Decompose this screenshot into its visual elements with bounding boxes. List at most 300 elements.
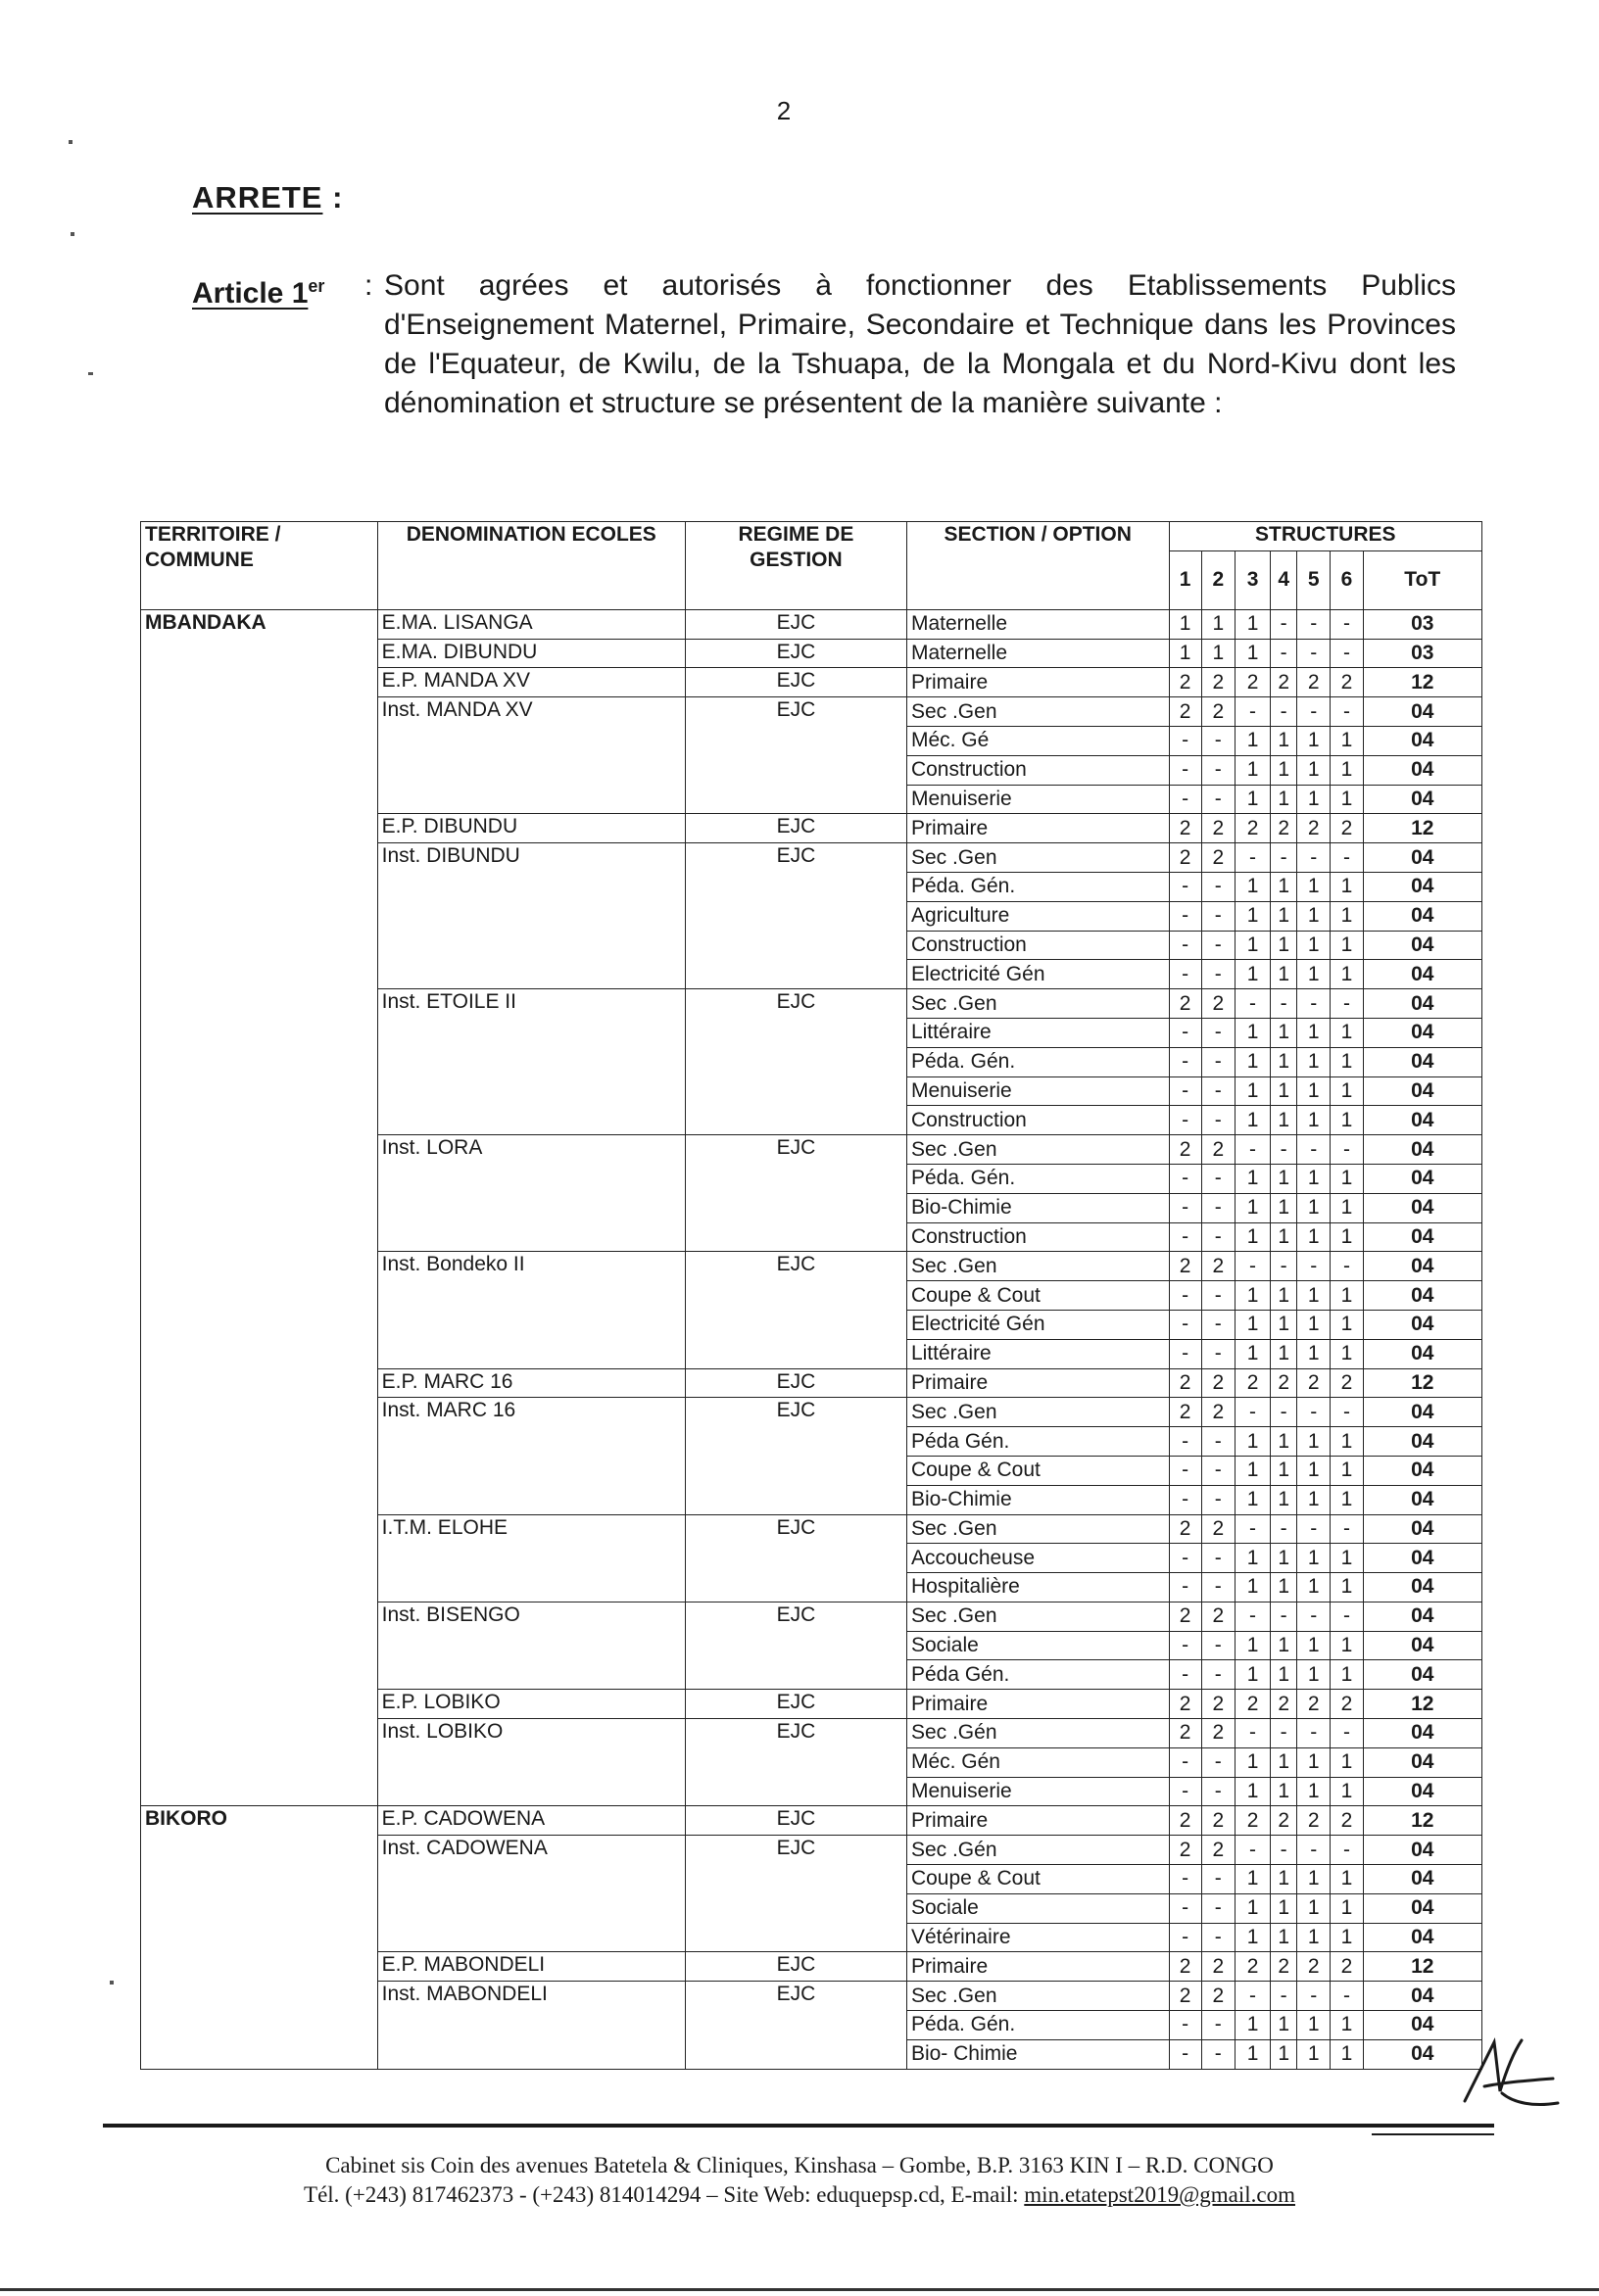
structure-cell: 1 (1297, 1281, 1331, 1311)
structure-cell: 2 (1201, 1952, 1235, 1982)
regime-cell: EJC (685, 989, 906, 1135)
section-cell: Maternelle (906, 609, 1169, 639)
structure-cell: 1 (1297, 1777, 1331, 1806)
section-cell: Construction (906, 1222, 1169, 1252)
total-cell: 04 (1363, 931, 1481, 960)
territory-cell: MBANDAKA (141, 609, 378, 1806)
structure-cell: - (1201, 1427, 1235, 1457)
footer-email-link[interactable]: min.etatepst2019@gmail.com (1024, 2182, 1295, 2207)
school-name-cell: Inst. ETOILE II (377, 989, 685, 1135)
structure-cell: - (1201, 1893, 1235, 1923)
structure-cell: - (1169, 1310, 1201, 1339)
total-cell: 04 (1363, 1281, 1481, 1311)
structure-cell: - (1271, 1602, 1297, 1631)
section-cell: Sociale (906, 1631, 1169, 1660)
structure-cell: - (1297, 1135, 1331, 1165)
structure-cell: - (1235, 1398, 1270, 1427)
structure-cell: 1 (1271, 1164, 1297, 1193)
total-cell: 04 (1363, 1836, 1481, 1865)
structure-cell: - (1201, 2011, 1235, 2040)
section-cell: Coupe & Cout (906, 1865, 1169, 1894)
structure-cell: 1 (1331, 1573, 1363, 1602)
structure-cell: - (1169, 960, 1201, 989)
structure-cell: - (1169, 1573, 1201, 1602)
structure-cell: 1 (1271, 785, 1297, 814)
structure-cell: - (1271, 639, 1297, 668)
structure-cell: - (1169, 1865, 1201, 1894)
structure-cell: - (1331, 1719, 1363, 1748)
total-cell: 04 (1363, 1719, 1481, 1748)
structure-cell: 1 (1297, 1018, 1331, 1047)
structure-cell: 1 (1235, 785, 1270, 814)
regime-cell: EJC (685, 609, 906, 639)
structure-cell: 1 (1235, 1222, 1270, 1252)
structure-cell: - (1331, 989, 1363, 1019)
structure-cell: 1 (1297, 1076, 1331, 1106)
structure-cell: 2 (1201, 989, 1235, 1019)
section-cell: Bio-Chimie (906, 1193, 1169, 1222)
header-structure-col: 1 (1169, 550, 1201, 609)
total-cell: 04 (1363, 1018, 1481, 1047)
total-cell: 04 (1363, 1339, 1481, 1368)
structure-cell: - (1235, 1836, 1270, 1865)
school-name-cell: Inst. MABONDELI (377, 1982, 685, 2069)
total-cell: 04 (1363, 785, 1481, 814)
structure-cell: - (1271, 697, 1297, 727)
structure-cell: - (1271, 843, 1297, 873)
structure-cell: 1 (1271, 1047, 1297, 1076)
header-structure-col: 5 (1297, 550, 1331, 609)
total-cell: 03 (1363, 639, 1481, 668)
structure-cell: 1 (1235, 1485, 1270, 1514)
school-name-cell: Inst. BISENGO (377, 1602, 685, 1689)
school-name-cell: Inst. Bondeko II (377, 1252, 685, 1368)
structure-cell: 1 (1297, 1339, 1331, 1368)
structure-cell: - (1297, 1252, 1331, 1281)
structure-cell: - (1169, 872, 1201, 901)
structure-cell: 1 (1331, 1631, 1363, 1660)
structure-cell: - (1169, 1777, 1201, 1806)
arrete-title: ARRETE (192, 180, 323, 215)
structure-cell: - (1169, 1164, 1201, 1193)
structure-cell: 2 (1297, 1806, 1331, 1836)
structure-cell: - (1235, 989, 1270, 1019)
section-cell: Primaire (906, 1806, 1169, 1836)
structure-cell: 1 (1271, 1018, 1297, 1047)
regime-cell: EJC (685, 1690, 906, 1719)
structure-cell: - (1169, 901, 1201, 931)
section-cell: Sec .Gen (906, 1514, 1169, 1544)
total-cell: 04 (1363, 1047, 1481, 1076)
section-cell: Sec .Gén (906, 1836, 1169, 1865)
footer-contact-text: Tél. (+243) 817462373 - (+243) 814014294 – Site Web: eduquepsp.cd, E-mail: (304, 2182, 1025, 2207)
structure-cell: - (1331, 1982, 1363, 2011)
total-cell: 04 (1363, 1777, 1481, 1806)
structure-cell: - (1331, 609, 1363, 639)
structure-cell: 1 (1271, 2039, 1297, 2069)
structure-cell: 2 (1169, 1806, 1201, 1836)
structure-cell: 1 (1297, 1544, 1331, 1573)
structure-cell: 1 (1235, 1281, 1270, 1311)
total-cell: 04 (1363, 872, 1481, 901)
section-cell: Construction (906, 1106, 1169, 1135)
section-cell: Electricité Gén (906, 1310, 1169, 1339)
regime-cell: EJC (685, 668, 906, 697)
table-row (141, 609, 1482, 639)
structure-cell: 1 (1235, 1544, 1270, 1573)
structure-cell: - (1235, 1982, 1270, 2011)
structure-cell: - (1235, 697, 1270, 727)
structure-cell: 1 (1297, 1164, 1331, 1193)
structure-cell: 1 (1297, 726, 1331, 755)
footer (0, 2151, 1599, 2210)
structure-cell: 1 (1331, 1222, 1363, 1252)
structure-cell: 1 (1201, 609, 1235, 639)
structure-cell: 1 (1331, 1777, 1363, 1806)
total-cell: 04 (1363, 989, 1481, 1019)
section-cell: Péda Gén. (906, 1427, 1169, 1457)
structure-cell: 1 (1271, 1485, 1297, 1514)
structure-cell: - (1169, 1893, 1201, 1923)
structure-cell: 2 (1297, 814, 1331, 843)
structure-cell: - (1331, 843, 1363, 873)
structure-cell: 1 (1331, 2039, 1363, 2069)
structure-cell: - (1169, 1222, 1201, 1252)
structure-cell: 2 (1201, 1690, 1235, 1719)
section-cell: Sec .Gén (906, 1719, 1169, 1748)
structure-cell: 1 (1271, 1339, 1297, 1368)
structure-cell: 1 (1271, 2011, 1297, 2040)
regime-cell: EJC (685, 1982, 906, 2069)
structure-cell: - (1271, 609, 1297, 639)
structure-cell: 2 (1331, 668, 1363, 697)
structure-cell: - (1201, 1106, 1235, 1135)
structure-cell: 1 (1297, 1456, 1331, 1485)
structure-cell: 1 (1235, 1193, 1270, 1222)
structure-cell: 2 (1169, 814, 1201, 843)
structure-cell: - (1297, 1514, 1331, 1544)
structure-cell: - (1169, 1076, 1201, 1106)
structure-cell: 1 (1331, 931, 1363, 960)
school-name-cell: Inst. MANDA XV (377, 697, 685, 814)
signature (1455, 2033, 1563, 2111)
structure-cell: 1 (1297, 785, 1331, 814)
structure-cell: 1 (1235, 1427, 1270, 1457)
structure-cell: 1 (1297, 960, 1331, 989)
structure-cell: 1 (1331, 1456, 1363, 1485)
total-cell: 04 (1363, 1222, 1481, 1252)
table-row (141, 1806, 1482, 1836)
structure-cell: 1 (1271, 1923, 1297, 1952)
structure-cell: 2 (1169, 1690, 1201, 1719)
total-cell: 04 (1363, 1310, 1481, 1339)
section-cell: Sec .Gen (906, 1602, 1169, 1631)
header-structure-col: 3 (1235, 550, 1270, 609)
article-label-sup: er (308, 276, 325, 296)
section-cell: Menuiserie (906, 1777, 1169, 1806)
section-cell: Hospitalière (906, 1573, 1169, 1602)
structure-cell: - (1201, 1339, 1235, 1368)
structure-cell: 1 (1297, 901, 1331, 931)
total-cell: 04 (1363, 1106, 1481, 1135)
structure-cell: 1 (1271, 1310, 1297, 1339)
school-name-cell: Inst. MARC 16 (377, 1398, 685, 1514)
structure-cell: 1 (1271, 1222, 1297, 1252)
structure-cell: 2 (1201, 1398, 1235, 1427)
structure-cell: 1 (1235, 1047, 1270, 1076)
total-cell: 04 (1363, 1573, 1481, 1602)
section-cell: Primaire (906, 814, 1169, 843)
structure-cell: 1 (1331, 1076, 1363, 1106)
structure-cell: 1 (1235, 1573, 1270, 1602)
structure-cell: 1 (1235, 1747, 1270, 1777)
article-label (192, 266, 324, 313)
structure-cell: 1 (1297, 2011, 1331, 2040)
structure-cell: 1 (1297, 1660, 1331, 1690)
section-cell: Péda Gén. (906, 1660, 1169, 1690)
regime-cell: EJC (685, 1836, 906, 1952)
structure-cell: - (1169, 1193, 1201, 1222)
section-cell: Sec .Gen (906, 843, 1169, 873)
header-section: SECTION / OPTION (906, 522, 1169, 610)
structure-cell: 1 (1297, 1222, 1331, 1252)
structure-cell: - (1201, 785, 1235, 814)
structure-cell: 1 (1331, 755, 1363, 785)
structure-cell: - (1235, 1719, 1270, 1748)
total-cell: 04 (1363, 1514, 1481, 1544)
section-cell: Primaire (906, 1368, 1169, 1398)
structure-cell: 1 (1331, 1018, 1363, 1047)
structure-cell: 1 (1271, 1193, 1297, 1222)
structure-cell: - (1169, 1018, 1201, 1047)
structure-cell: 1 (1297, 1047, 1331, 1076)
structure-cell: - (1235, 843, 1270, 873)
structure-cell: 1 (1331, 2011, 1363, 2040)
school-name-cell: I.T.M. ELOHE (377, 1514, 685, 1602)
total-cell: 04 (1363, 1456, 1481, 1485)
structure-cell: - (1169, 1047, 1201, 1076)
margin-mark (69, 140, 73, 144)
structure-cell: - (1201, 901, 1235, 931)
section-cell: Sec .Gen (906, 989, 1169, 1019)
structure-cell: 2 (1331, 1806, 1363, 1836)
structure-cell: 1 (1331, 1893, 1363, 1923)
section-cell: Menuiserie (906, 1076, 1169, 1106)
section-cell: Péda. Gén. (906, 2011, 1169, 2040)
structure-cell: 1 (1271, 1865, 1297, 1894)
section-cell: Coupe & Cout (906, 1281, 1169, 1311)
structure-cell: 1 (1271, 960, 1297, 989)
school-name-cell: E.P. MABONDELI (377, 1952, 685, 1982)
structure-cell: - (1201, 931, 1235, 960)
total-cell: 04 (1363, 1747, 1481, 1777)
total-cell: 04 (1363, 1893, 1481, 1923)
structure-cell: - (1271, 1719, 1297, 1748)
structure-cell: 1 (1235, 1106, 1270, 1135)
structure-cell: 1 (1169, 609, 1201, 639)
structure-cell: 2 (1201, 1602, 1235, 1631)
structure-cell: 1 (1235, 2039, 1270, 2069)
school-name-cell: Inst. LOBIKO (377, 1719, 685, 1806)
structure-cell: 2 (1235, 1952, 1270, 1982)
structure-cell: 1 (1331, 1106, 1363, 1135)
section-cell: Littéraire (906, 1339, 1169, 1368)
structure-cell: 1 (1297, 2039, 1331, 2069)
structure-cell: - (1169, 1544, 1201, 1573)
structure-cell: - (1169, 755, 1201, 785)
regime-cell: EJC (685, 1952, 906, 1982)
header-structure-col: 4 (1271, 550, 1297, 609)
structure-cell: 2 (1169, 1398, 1201, 1427)
regime-cell: EJC (685, 697, 906, 814)
school-name-cell: E.P. DIBUNDU (377, 814, 685, 843)
school-name-cell: Inst. LORA (377, 1135, 685, 1252)
section-cell: Accoucheuse (906, 1544, 1169, 1573)
structure-cell: 2 (1201, 1806, 1235, 1836)
structure-cell: 2 (1235, 668, 1270, 697)
structure-cell: - (1331, 697, 1363, 727)
total-cell: 04 (1363, 1544, 1481, 1573)
structure-cell: 1 (1331, 960, 1363, 989)
structure-cell: 1 (1235, 1456, 1270, 1485)
structure-cell: - (1201, 1777, 1235, 1806)
structure-cell: - (1331, 1836, 1363, 1865)
structure-cell: 2 (1169, 1252, 1201, 1281)
section-cell: Sec .Gen (906, 697, 1169, 727)
structure-cell: - (1201, 1923, 1235, 1952)
structure-cell: - (1201, 1485, 1235, 1514)
structure-cell: 1 (1331, 1865, 1363, 1894)
section-cell: Méc. Gé (906, 726, 1169, 755)
structure-cell: - (1331, 1602, 1363, 1631)
regime-cell: EJC (685, 1368, 906, 1398)
structure-cell: 2 (1169, 1514, 1201, 1544)
total-cell: 04 (1363, 1252, 1481, 1281)
structure-cell: - (1297, 843, 1331, 873)
structure-cell: 1 (1331, 726, 1363, 755)
bottom-rule (0, 2288, 1599, 2291)
margin-mark (110, 1981, 114, 1985)
structure-cell: - (1271, 1514, 1297, 1544)
structure-cell: - (1201, 960, 1235, 989)
structure-cell: - (1201, 1544, 1235, 1573)
structure-cell: 1 (1271, 1456, 1297, 1485)
structure-cell: 1 (1297, 1106, 1331, 1135)
structure-cell: 2 (1235, 1806, 1270, 1836)
section-cell: Maternelle (906, 639, 1169, 668)
structure-cell: 1 (1235, 872, 1270, 901)
footer-contact (0, 2180, 1599, 2210)
structure-cell: 1 (1235, 1018, 1270, 1047)
structure-cell: 2 (1201, 1514, 1235, 1544)
school-name-cell: E.P. MANDA XV (377, 668, 685, 697)
structures-table (140, 521, 1482, 2070)
regime-cell: EJC (685, 1135, 906, 1252)
total-cell: 04 (1363, 843, 1481, 873)
structure-cell: 1 (1331, 872, 1363, 901)
structure-cell: 1 (1297, 872, 1331, 901)
structure-cell: - (1201, 1076, 1235, 1106)
structure-cell: 1 (1271, 1777, 1297, 1806)
structure-cell: 1 (1297, 1310, 1331, 1339)
structure-cell: 2 (1297, 1368, 1331, 1398)
section-cell: Menuiserie (906, 785, 1169, 814)
structure-cell: 1 (1297, 1427, 1331, 1457)
total-cell: 04 (1363, 1923, 1481, 1952)
total-cell: 04 (1363, 1865, 1481, 1894)
section-cell: Sociale (906, 1893, 1169, 1923)
structure-cell: - (1169, 785, 1201, 814)
structure-cell: - (1235, 1135, 1270, 1165)
structure-cell: - (1331, 1135, 1363, 1165)
structure-cell: 1 (1297, 1573, 1331, 1602)
structure-cell: - (1297, 1982, 1331, 2011)
structure-cell: - (1169, 1923, 1201, 1952)
total-cell: 12 (1363, 668, 1481, 697)
structure-cell: - (1297, 989, 1331, 1019)
header-territoire: TERRITOIRE / COMMUNE (141, 522, 378, 610)
total-cell: 04 (1363, 901, 1481, 931)
total-cell: 12 (1363, 814, 1481, 843)
arrete-heading (192, 180, 343, 215)
structure-cell: - (1235, 1602, 1270, 1631)
total-cell: 03 (1363, 609, 1481, 639)
total-cell: 04 (1363, 1982, 1481, 2011)
structure-cell: 2 (1169, 1982, 1201, 2011)
structure-cell: 1 (1331, 1427, 1363, 1457)
section-cell: Primaire (906, 1952, 1169, 1982)
structure-cell: - (1271, 1836, 1297, 1865)
school-name-cell: E.MA. DIBUNDU (377, 639, 685, 668)
arrete-colon: : (332, 180, 344, 215)
structure-cell: - (1169, 931, 1201, 960)
structure-cell: - (1201, 1660, 1235, 1690)
regime-cell: EJC (685, 639, 906, 668)
section-cell: Vétérinaire (906, 1923, 1169, 1952)
structure-cell: 1 (1297, 755, 1331, 785)
structure-cell: 2 (1297, 668, 1331, 697)
structure-cell: 2 (1169, 1719, 1201, 1748)
structure-cell: 1 (1271, 872, 1297, 901)
structure-cell: - (1201, 872, 1235, 901)
structure-cell: - (1201, 1456, 1235, 1485)
footer-rule (103, 2124, 1494, 2128)
structure-cell: - (1201, 1281, 1235, 1311)
structure-cell: - (1169, 1106, 1201, 1135)
structure-cell: 1 (1297, 931, 1331, 960)
structure-cell: 1 (1297, 1193, 1331, 1222)
structure-cell: - (1201, 726, 1235, 755)
structure-cell: 1 (1201, 639, 1235, 668)
header-structure-col: 6 (1331, 550, 1363, 609)
section-cell: Electricité Gén (906, 960, 1169, 989)
structure-cell: 1 (1331, 1660, 1363, 1690)
structure-cell: - (1201, 1865, 1235, 1894)
margin-mark (71, 232, 74, 236)
total-cell: 04 (1363, 960, 1481, 989)
structure-cell: 1 (1331, 1923, 1363, 1952)
structure-cell: 2 (1235, 814, 1270, 843)
total-cell: 04 (1363, 1485, 1481, 1514)
structure-cell: - (1297, 1719, 1331, 1748)
school-name-cell: E.MA. LISANGA (377, 609, 685, 639)
structure-cell: 1 (1235, 1631, 1270, 1660)
structure-cell: 2 (1331, 1368, 1363, 1398)
structure-cell: - (1297, 1602, 1331, 1631)
structure-cell: 2 (1271, 1952, 1297, 1982)
structure-cell: - (1201, 1222, 1235, 1252)
structure-cell: - (1201, 2039, 1235, 2069)
